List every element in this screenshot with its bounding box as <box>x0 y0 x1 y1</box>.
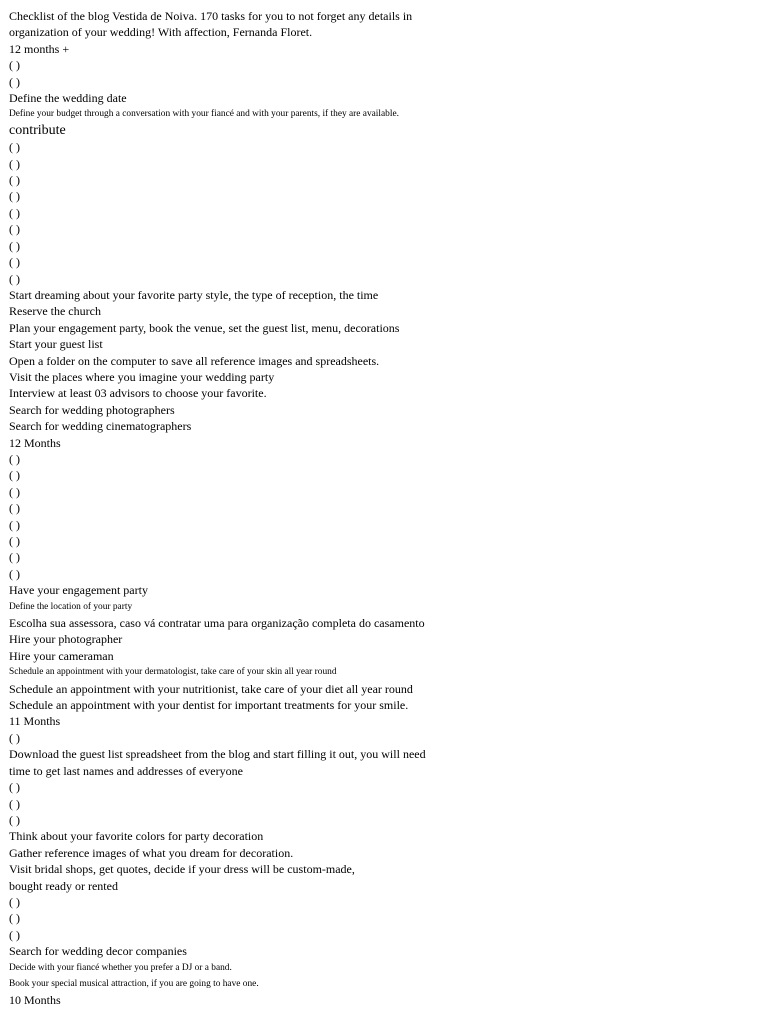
task-line: Visit the places where you imagine your wedding party <box>9 369 275 384</box>
intro-line: Checklist of the blog Vestida de Noiva. 170 tasks for you to not forget any details in <box>9 9 413 23</box>
checkbox-marker: ( ) <box>9 796 20 811</box>
task-line: Schedule an appointment with your dentist for important treatments for your smile. <box>9 698 409 713</box>
checkbox-marker: ( ) <box>9 468 20 483</box>
checkbox-marker: ( ) <box>9 140 20 155</box>
checkbox-marker: ( ) <box>9 205 20 220</box>
checkbox-marker: ( ) <box>9 566 20 581</box>
task-line: Book your special musical attraction, if you are going to have one. <box>9 978 259 989</box>
section-heading: 12 months + <box>9 41 70 56</box>
task-line: Define the location of your party <box>9 601 133 612</box>
task-line: Start dreaming about your favorite party style, the type of reception, the time <box>9 287 379 302</box>
task-line: Hire your photographer <box>9 632 123 647</box>
checkbox-marker: ( ) <box>9 271 20 286</box>
checkbox-marker: ( ) <box>9 173 20 188</box>
checkbox-marker: ( ) <box>9 927 20 942</box>
checkbox-marker: ( ) <box>9 534 20 548</box>
task-line: Think about your favorite colors for party decoration <box>9 829 264 844</box>
task-line: Visit bridal shops, get quotes, decide if your dress will be custom-made, <box>9 862 355 877</box>
task-line: Reserve the church <box>9 304 101 319</box>
task-line: Search for wedding photographers <box>9 402 175 417</box>
checkbox-marker: ( ) <box>9 894 20 909</box>
section-heading: 12 Months <box>9 435 61 450</box>
checkbox-marker: ( ) <box>9 911 20 926</box>
checklist-document <box>9 8 764 1009</box>
checkbox-marker: ( ) <box>9 550 20 565</box>
task-line: Schedule an appointment with your dermatologist, take care of your skin all year round <box>9 667 337 678</box>
checkbox-marker: ( ) <box>9 58 20 73</box>
task-line: Interview at least 03 advisors to choose your favorite. <box>9 386 267 401</box>
checkbox-marker: ( ) <box>9 156 20 171</box>
task-line: Schedule an appointment with your nutritionist, take care of your diet all year round <box>9 681 413 696</box>
task-line: Search for wedding cinematographers <box>9 419 192 434</box>
checkbox-marker: ( ) <box>9 238 20 253</box>
checkbox-marker: ( ) <box>9 189 20 204</box>
task-line: Search for wedding decor companies <box>9 944 187 959</box>
task-line: Open a folder on the computer to save all reference images and spreadsheets. <box>9 353 380 368</box>
checkbox-marker: ( ) <box>9 812 20 827</box>
checkbox-marker: ( ) <box>9 730 20 745</box>
checkbox-marker: ( ) <box>9 517 20 532</box>
intro-line: organization of your wedding! With affection, Fernanda Floret. <box>9 25 313 40</box>
task-line: Hire your cameraman <box>9 648 114 663</box>
checkbox-marker: ( ) <box>9 222 20 237</box>
task-line: Gather reference images of what you dream for decoration. <box>9 845 294 860</box>
task-line: Define your budget through a conversation with your fiancé and with your parents, if they are available. <box>9 109 399 120</box>
task-line: time to get last names and addresses of everyone <box>9 763 243 778</box>
checkbox-marker: ( ) <box>9 451 20 466</box>
task-line: Have your engagement party <box>9 583 148 598</box>
section-heading: 11 Months <box>9 714 61 729</box>
task-line: bought ready or rented <box>9 878 118 893</box>
task-line: contribute <box>9 122 66 138</box>
task-line: Plan your engagement party, book the venue, set the guest list, menu, decorations <box>9 320 400 335</box>
checkbox-marker: ( ) <box>9 74 20 89</box>
task-line: Define the wedding date <box>9 91 127 106</box>
task-line: Decide with your fiancé whether you prefer a DJ or a band. <box>9 962 232 973</box>
task-line: Escolha sua assessora, caso vá contratar uma para organização completa do casamento <box>9 616 425 631</box>
checkbox-marker: ( ) <box>9 484 20 499</box>
section-heading: 10 Months <box>9 993 61 1008</box>
checkbox-marker: ( ) <box>9 780 20 795</box>
task-line: Download the guest list spreadsheet from the blog and start filling it out, you will need <box>9 747 426 762</box>
task-line: Start your guest list <box>9 337 103 352</box>
checkbox-marker: ( ) <box>9 501 20 516</box>
checkbox-marker: ( ) <box>9 255 20 270</box>
